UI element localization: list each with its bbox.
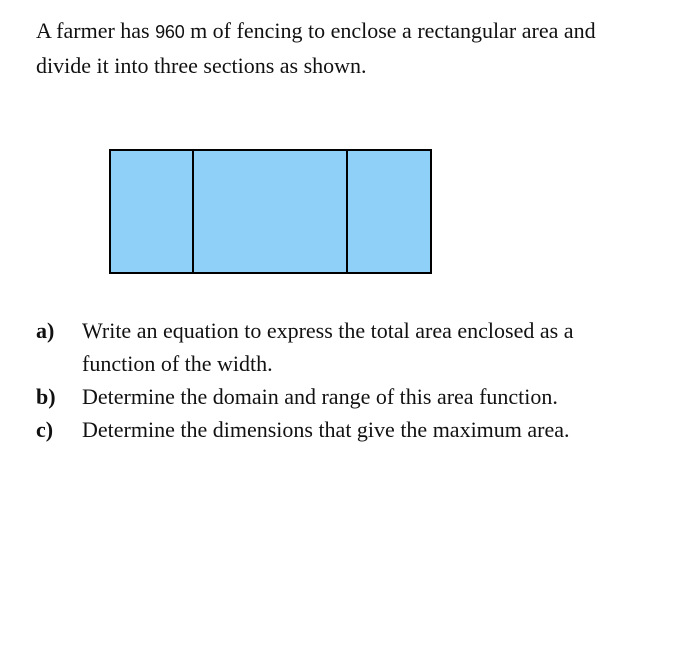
- question-label: b): [36, 384, 56, 409]
- question-list: [36, 314, 636, 446]
- enclosure-rectangle: [110, 150, 431, 273]
- question-text: Determine the domain and range of this area function.: [82, 384, 558, 409]
- question-text: Determine the dimensions that give the maximum area.: [82, 417, 570, 442]
- intro-suffix: m of fencing to enclose a rectangular area and divide it into three sections as shown.: [36, 18, 596, 78]
- field-diagram: [109, 149, 432, 274]
- problem-statement: [36, 14, 636, 83]
- question-a: [36, 314, 636, 380]
- field-diagram-svg: [109, 149, 432, 274]
- question-label: c): [36, 417, 54, 442]
- question-c: [36, 413, 636, 446]
- question-text: Write an equation to express the total area enclosed as a function of the width.: [82, 318, 574, 376]
- fence-amount: 960: [155, 22, 185, 42]
- question-b: [36, 380, 636, 413]
- question-label: a): [36, 318, 55, 343]
- intro-prefix: A farmer has: [36, 18, 150, 43]
